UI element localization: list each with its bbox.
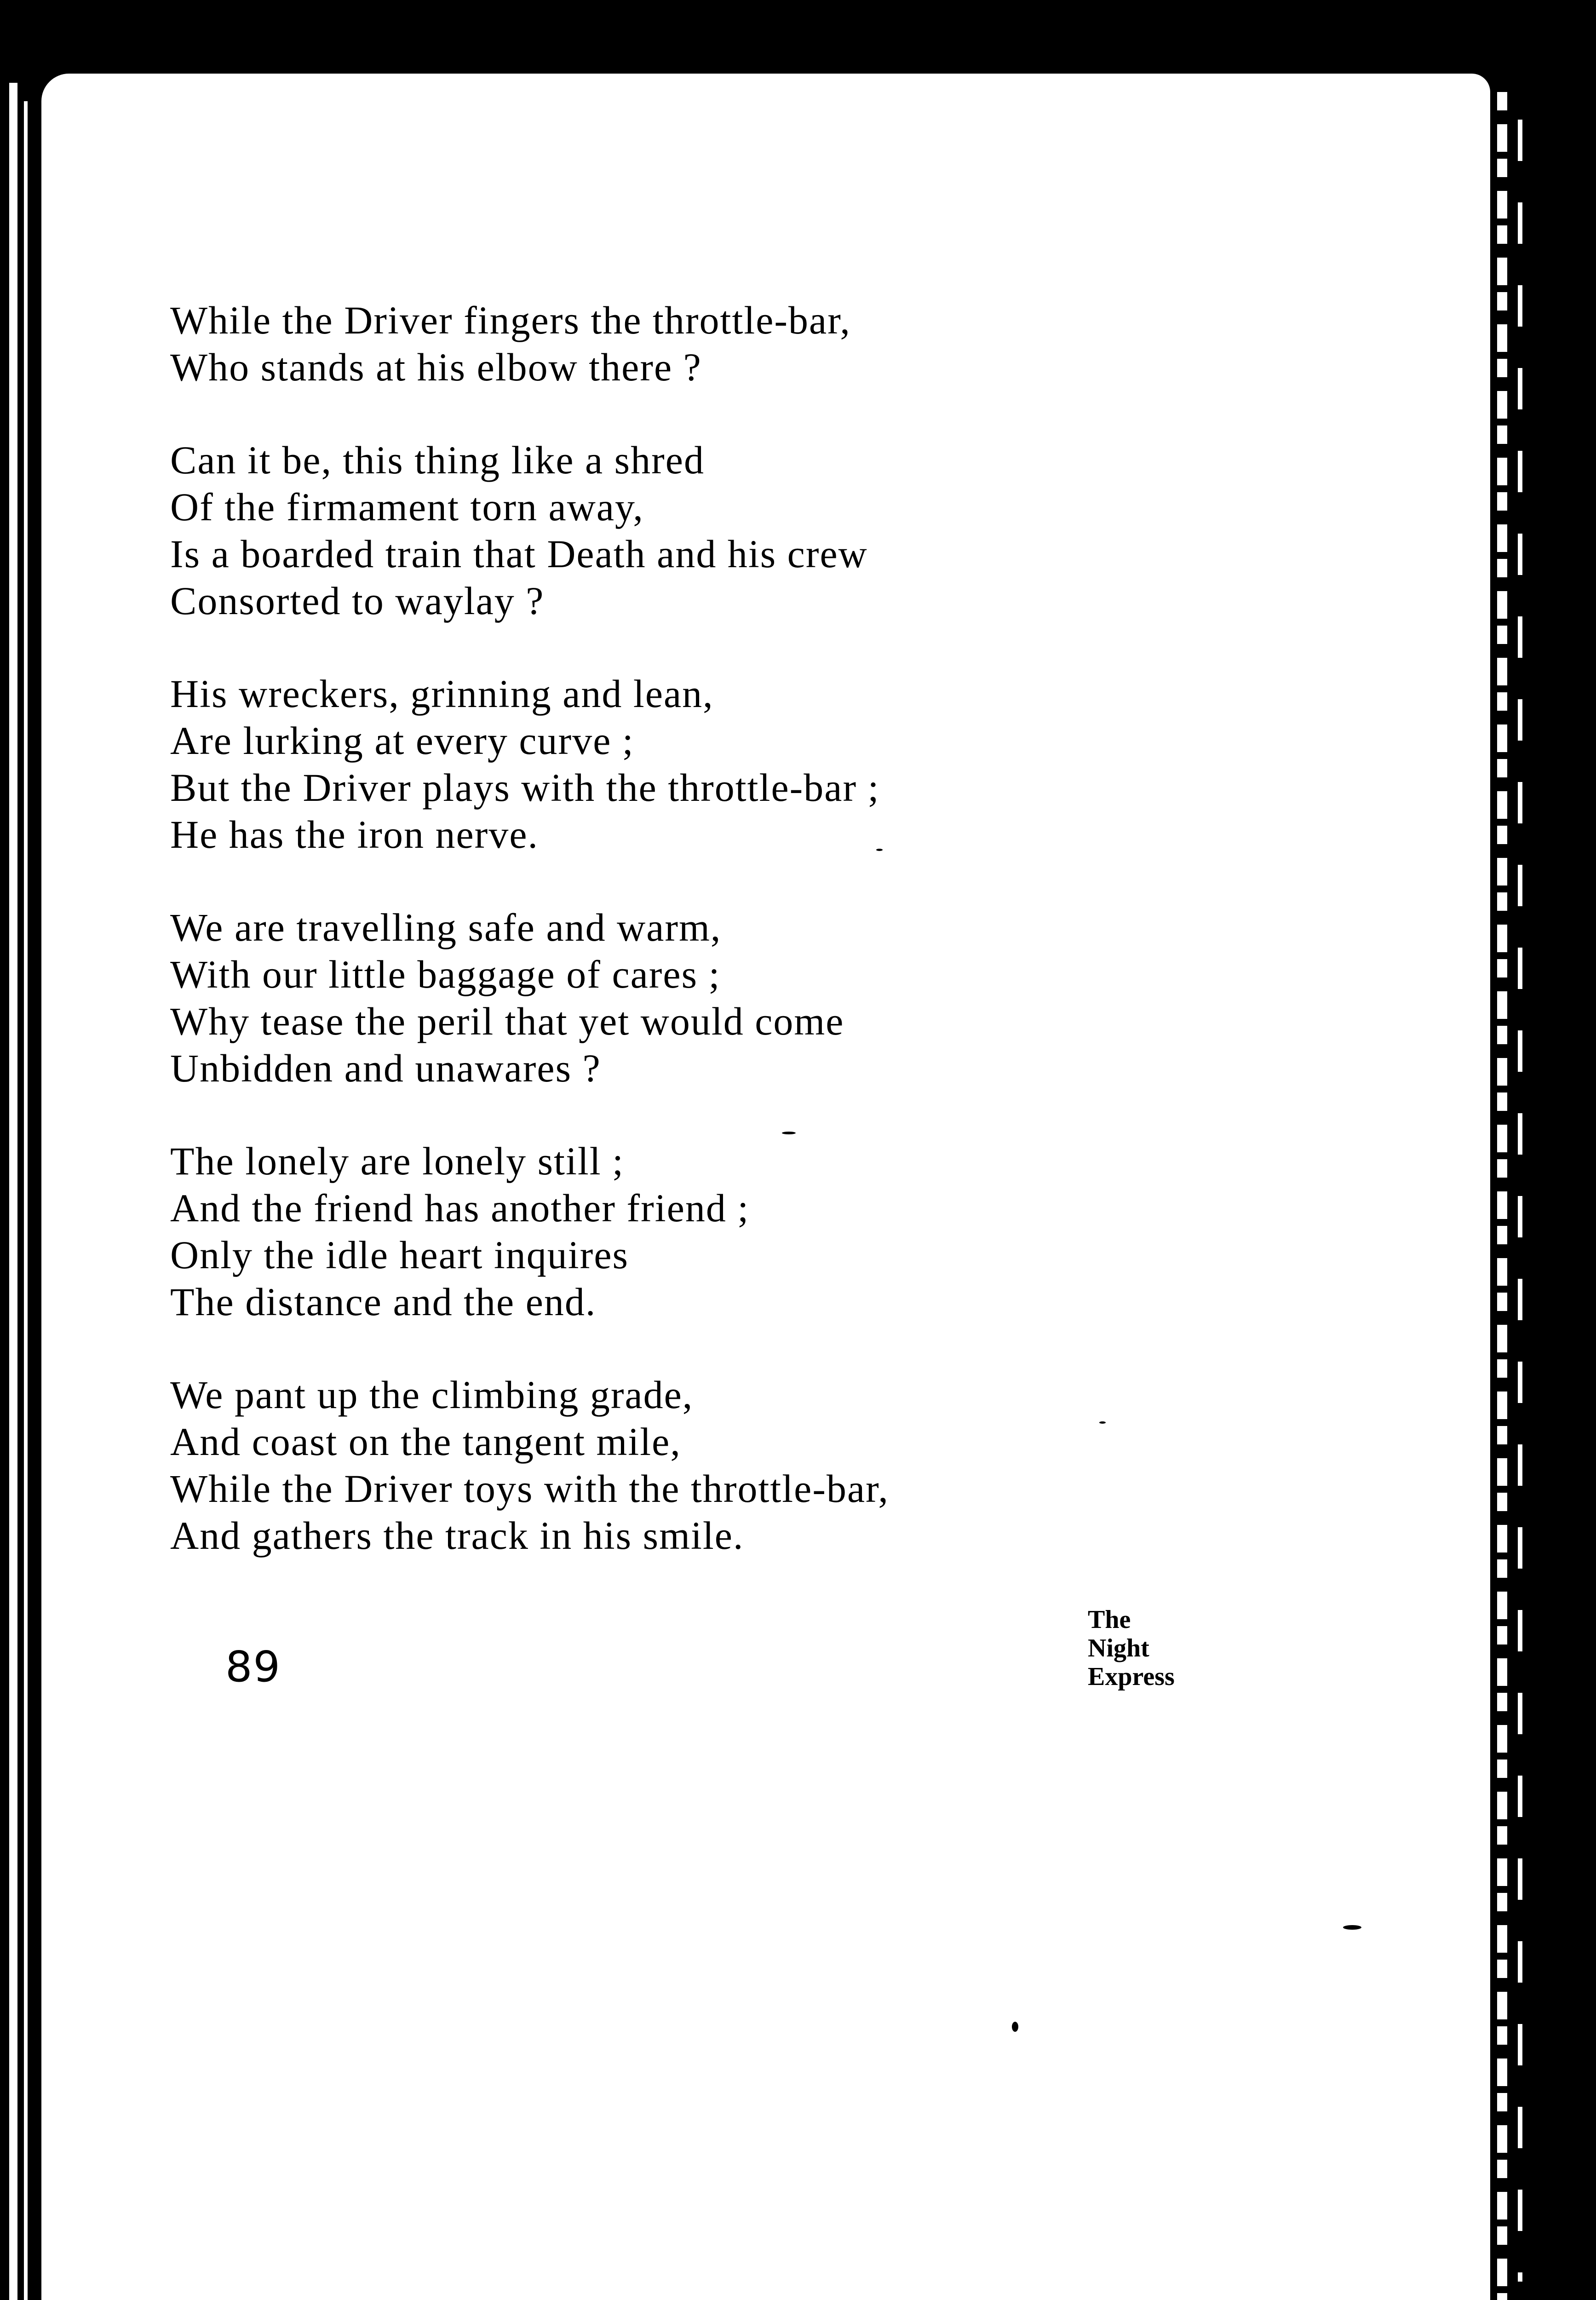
running-title-line: Express [1088, 1662, 1175, 1691]
poem-line: Can it be, this thing like a shred [170, 438, 705, 482]
page-edge-left-inner [24, 101, 28, 2300]
scan-speck [782, 1132, 796, 1134]
scan-speck [1012, 2022, 1018, 2032]
stanza-5 [170, 1138, 1274, 1325]
poem-line: Only the idle heart inquires [170, 1233, 629, 1277]
poem-line: While the Driver fingers the throttle-bar, [170, 298, 851, 342]
poem-line: Why tease the peril that yet would come [170, 999, 844, 1043]
poem-line: Consorted to waylay ? [170, 579, 545, 623]
scan-speck [1099, 1421, 1106, 1424]
poem-line: The distance and the end. [170, 1280, 597, 1324]
stanza-1 [170, 297, 1274, 391]
stanza-4 [170, 904, 1274, 1092]
poem-line: And the friend has another friend ; [170, 1186, 750, 1230]
poem-line: And coast on the tangent mile, [170, 1420, 681, 1464]
page-edge-left [9, 83, 17, 2300]
page-edge-right [1497, 92, 1507, 2300]
poem-line: Who stands at his elbow there ? [170, 345, 702, 389]
running-title-line: The [1088, 1605, 1131, 1634]
poem-line: Are lurking at every curve ; [170, 719, 634, 763]
stanza-6 [170, 1371, 1274, 1559]
poem-line: Unbidden and unawares ? [170, 1046, 601, 1090]
scan-speck [1343, 1925, 1361, 1930]
scan-speck [876, 849, 883, 851]
poem-line: Is a boarded train that Death and his crew [170, 532, 868, 576]
page-number: 89 [225, 1642, 281, 1691]
running-title [1088, 1605, 1235, 1691]
poem-body [170, 297, 1274, 1585]
poem-line: We pant up the climbing grade, [170, 1373, 694, 1417]
poem-line: With our little baggage of cares ; [170, 952, 721, 996]
poem-line: While the Driver toys with the throttle-bar, [170, 1466, 889, 1511]
poem-line: His wreckers, grinning and lean, [170, 672, 714, 716]
poem-line: Of the firmament torn away, [170, 485, 644, 529]
poem-line: He has the iron nerve. [170, 812, 539, 857]
poem-line: We are travelling safe and warm, [170, 905, 722, 949]
stanza-3 [170, 670, 1274, 858]
stanza-2 [170, 437, 1274, 624]
poem-line: But the Driver plays with the throttle-bar ; [170, 765, 880, 810]
running-title-line: Night [1088, 1634, 1149, 1662]
page-edge-right-outer [1518, 120, 1522, 2282]
poem-line: And gathers the track in his smile. [170, 1513, 744, 1558]
poem-line: The lonely are lonely still ; [170, 1139, 625, 1183]
